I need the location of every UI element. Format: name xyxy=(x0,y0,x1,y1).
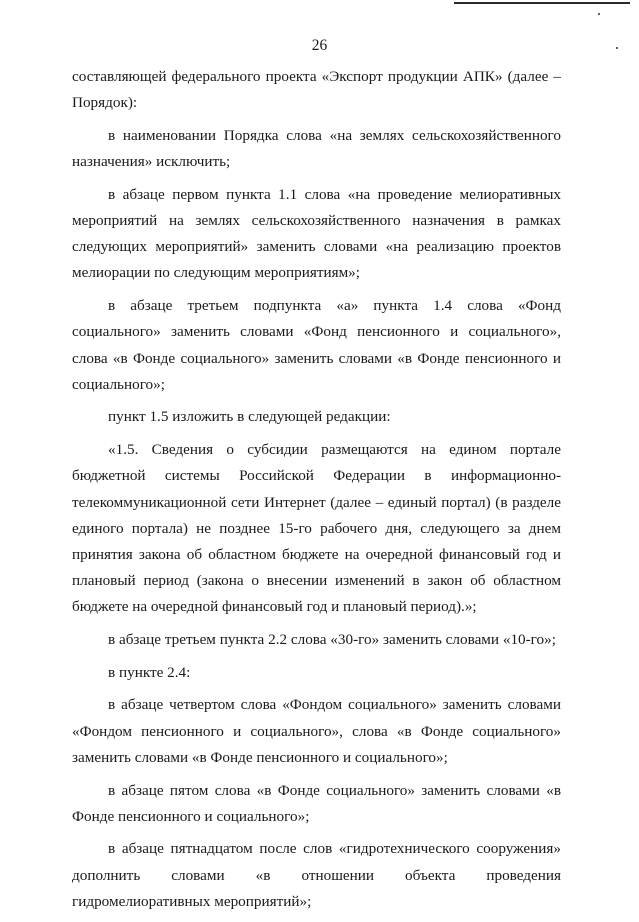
paragraph-item-1-1: в абзаце первом пункта 1.1 слова «на проведение мелиоративных мероприятий на землях сельскохозяйственного назначения в рамках следующих мероприятий» заменить словами «на реализацию проектов мелиорации по следующим мероприятиям»; xyxy=(72,185,561,282)
paragraph-title-change: в наименовании Порядка слова «на землях сельскохозяйственного назначения» исключить; xyxy=(72,126,561,171)
document-body xyxy=(72,64,561,922)
paragraph-item-1-4: в абзаце третьем подпункта «а» пункта 1.4 слова «Фонд социального» заменить словами «Фонд пенсионного и социального», слова «в Фонде социального» заменить словами «в Фонде пенсионного и социального»; xyxy=(72,297,561,393)
paragraph-item-2-2: в абзаце третьем пункта 2.2 слова «30-го» заменить словами «10-го»; xyxy=(108,631,556,649)
top-rule xyxy=(454,2,630,4)
paragraph-item-1-5-intro: пункт 1.5 изложить в следующей редакции: xyxy=(108,408,391,426)
paragraph-item-2-4-fourth: в абзаце четвертом слова «Фондом социального» заменить словами «Фондом пенсионного и социального», слова «в Фонде социального» заменить словами «в Фонде пенсионного и социального»; xyxy=(72,696,561,766)
paragraph-intro: составляющей федерального проекта «Экспорт продукции АПК» (далее – Порядок): xyxy=(72,68,561,112)
paragraph-item-2-4-fifth: в абзаце пятом слова «в Фонде социального» заменить словами «в Фонде пенсионного и социального»; xyxy=(72,781,561,825)
paragraph-item-1-5-text: «1.5. Сведения о субсидии размещаются на едином портале бюджетной системы Российской Федерации в информационно-телекоммуникационной сети Интернет (далее – единый портал) (в разделе единого портала) не позднее 15-го рабочего дня, следующего за днем принятия закона об областном бюджете на очередной финансовый год и плановый период (закона о внесении изменений в закон об областном бюджете на очередной финансовый год и плановый период).»; xyxy=(72,441,561,616)
paragraph-item-2-4-fifteenth: в абзаце пятнадцатом после слов «гидротехнического сооружения» дополнить словами «в отношении объекта проведения гидромелиоративных мероприятий»; xyxy=(72,840,561,910)
page-number: 26 xyxy=(311,37,328,54)
scan-speck xyxy=(598,13,600,15)
paragraph-item-2-4-intro: в пункте 2.4: xyxy=(108,663,191,681)
